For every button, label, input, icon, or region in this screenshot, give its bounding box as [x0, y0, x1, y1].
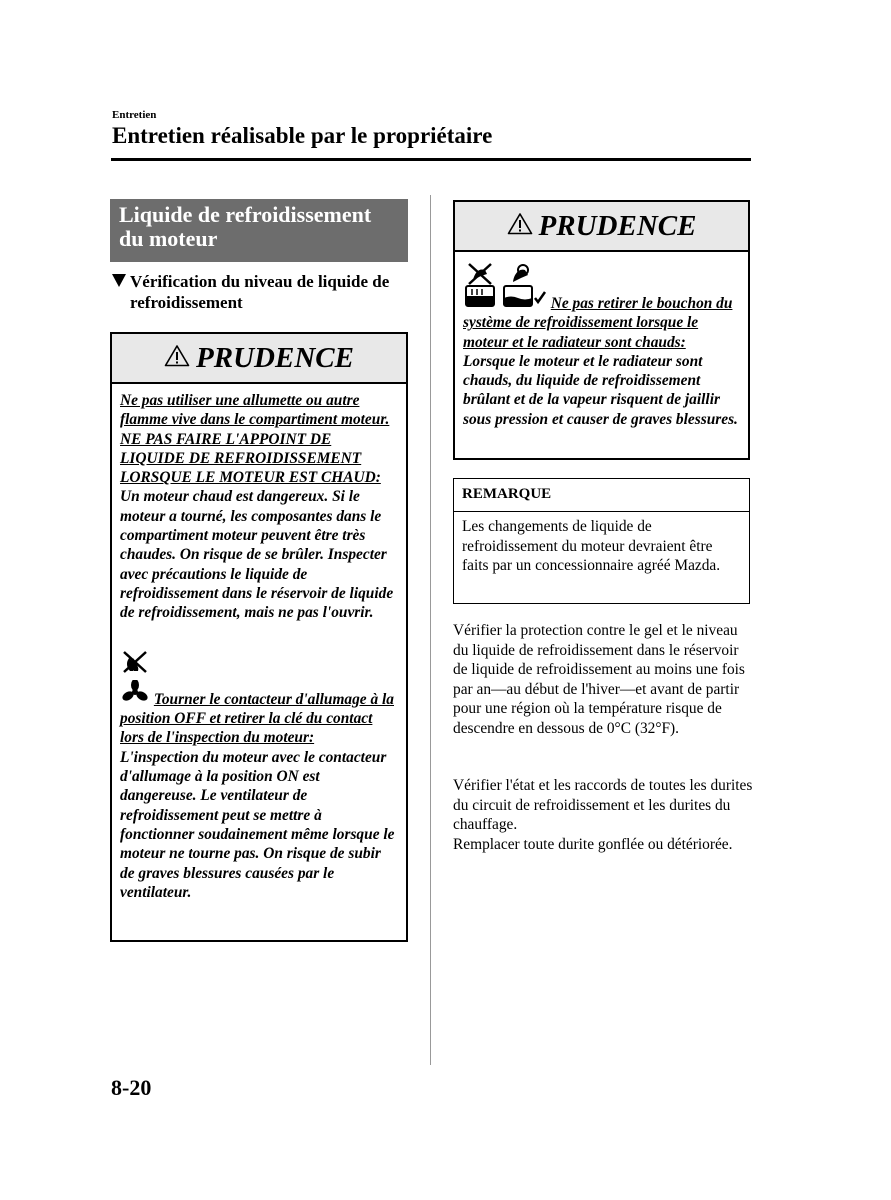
caution-header: [112, 334, 406, 384]
caution-ignition-underlined: Tourner le contacteur d'allumage à la position OFF et retirer la clé du contact lors de l'inspection du moteur:: [120, 690, 394, 747]
caution-warning-underlined: Ne pas utiliser une allumette ou autre flamme vive dans le compartiment moteur. NE PAS FAIRE L'APPOINT DE LIQUIDE DE REFROIDISSEMENT LORSQUE LE MOTEUR EST CHAUD:: [120, 392, 390, 487]
triangle-marker-icon: [111, 271, 127, 294]
body-hoses-replace: Remplacer toute durite gonflée ou détériorée.: [453, 835, 733, 853]
warning-triangle-icon: [164, 344, 190, 372]
no-flame-icon: [120, 649, 399, 680]
fan-icon: [120, 680, 150, 709]
caution-cap-underlined: Ne pas retirer le bouchon du système de refroidissement lorsque le moteur et le radiateur sont chauds:: [463, 295, 733, 351]
caution-header: [455, 202, 748, 252]
body-paragraph-antifreeze: Vérifier la protection contre le gel et le niveau du liquide de refroidissement dans le réservoir de liquide de refroidissement au moins une fois par an—au début de l'hiver—et avant de partir pour une région où la température risque de descendre en dessous de 0°C (32°F).: [453, 622, 745, 737]
caution-title: PRUDENCE: [538, 209, 697, 242]
no-open-hot-reservoir-icon: [463, 262, 497, 313]
caution-cap-text: Lorsque le moteur et le radiateur sont chauds, du liquide de refroidissement brûlant et de la vapeur risquent de jaillir sous pression et causer de graves blessures.: [463, 352, 738, 428]
subheading: [111, 271, 411, 313]
body-paragraph-hoses: [453, 776, 753, 854]
page-number: 8-20: [111, 1075, 152, 1100]
caution-ignition-text: L'inspection du moteur avec le contacteur d'allumage à la position ON est dangereuse. Le ventilateur de refroidissement peut se mettre à fonctionner soudainement même lorsque le moteur ne tourne pas. On risque de subir de graves blessures causées par le ventilateur.: [120, 748, 395, 901]
body-hoses-check: Vérifier l'état et les raccords de toutes les durites du circuit de refroidissement et les durites du chauffage.: [453, 777, 753, 833]
page-title: Entretien réalisable par le propriétaire: [112, 123, 493, 148]
note-box: [453, 478, 750, 604]
caution-title: PRUDENCE: [196, 341, 354, 374]
caution-box-radiator-cap: [453, 200, 750, 460]
section-heading: Liquide de refroidissement du moteur: [110, 199, 408, 262]
note-title: REMARQUE: [454, 479, 749, 512]
note-text: Les changements de liquide de refroidissement du moteur devraient être faits par un concessionnaire agréé Mazda.: [462, 518, 721, 574]
title-rule: [111, 158, 751, 161]
warning-triangle-icon: [507, 212, 533, 240]
subheading-text: Vérification du niveau de liquide de refroidissement: [130, 272, 390, 312]
caution-box-flame-fan: [110, 332, 408, 942]
chapter-label: Entretien: [112, 109, 157, 121]
caution-body: [455, 252, 748, 435]
column-divider: [430, 195, 431, 1065]
caution-body: [112, 384, 406, 908]
open-cold-reservoir-icon: [501, 262, 547, 313]
caution-warning-text: Un moteur chaud est dangereux. Si le moteur a tourné, les composantes dans le compartiment moteur peuvent être très chaudes. On risque de se brûler. Inspecter avec précautions le liquide de refroidissement dans le réservoir de liquide de refroidissement, mais ne pas l'ouvrir.: [120, 488, 394, 622]
